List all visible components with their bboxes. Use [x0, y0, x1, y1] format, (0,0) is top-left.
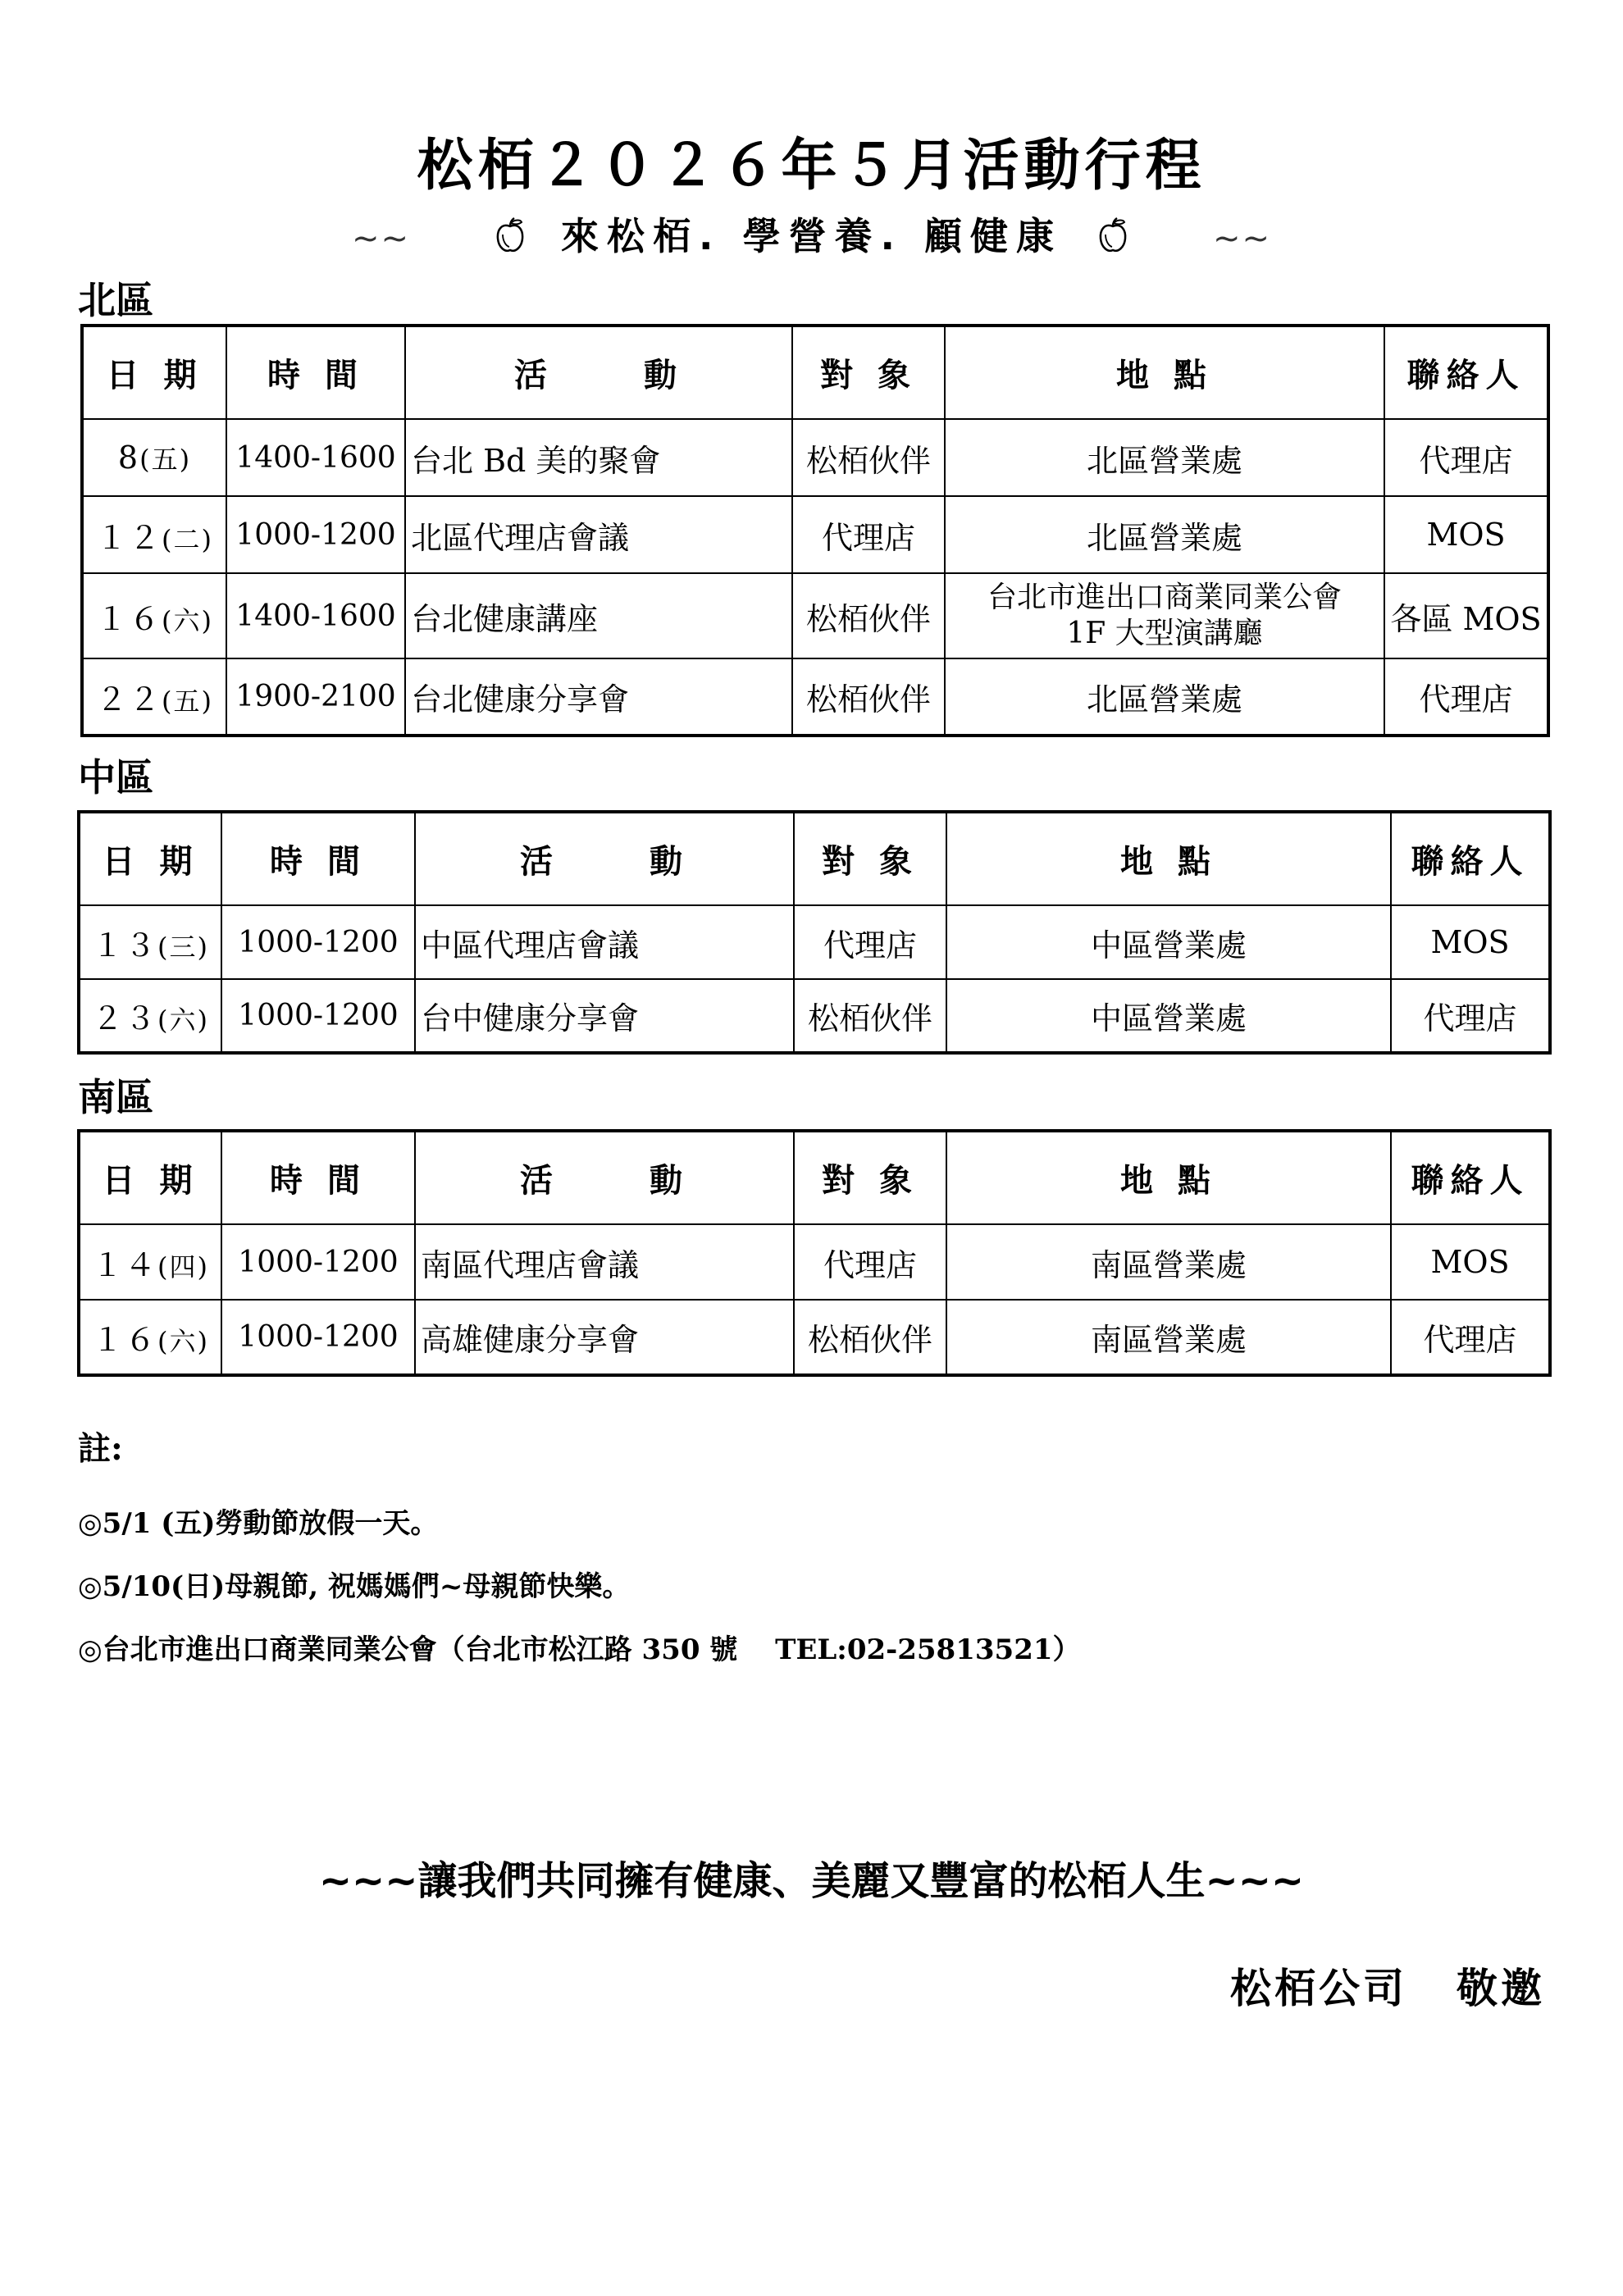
cell-contact: MOS: [1384, 496, 1548, 573]
table-row: [82, 496, 1548, 573]
header-date: 日 期: [79, 812, 221, 905]
header-location: 地 點: [946, 1131, 1391, 1224]
header-contact: 聯絡人: [1391, 812, 1550, 905]
cell-target: 松栢伙伴: [792, 573, 945, 658]
cell-location: 南區營業處: [946, 1300, 1391, 1375]
note-line: ◎5/1 (五)勞動節放假一天。: [78, 1507, 439, 1540]
cell-location: 北區營業處: [945, 419, 1384, 496]
notes-label: 註:: [78, 1429, 123, 1468]
header-target: 對 象: [794, 812, 946, 905]
cell-target: 代理店: [792, 496, 945, 573]
cell-activity: 台北健康講座: [405, 573, 792, 658]
table-row: [82, 419, 1548, 496]
header-activity: [415, 812, 794, 905]
cell-location: 中區營業處: [946, 905, 1391, 979]
cell-activity: 高雄健康分享會: [415, 1300, 794, 1375]
page-title: 松栢２０２６年５月活動行程: [417, 134, 1206, 198]
cell-time: 1000-1200: [221, 905, 415, 979]
header-activity-part2: 動: [644, 357, 683, 394]
signature-closing: 敬邀: [1457, 1965, 1545, 2012]
schedule-table-central: [77, 810, 1552, 1055]
cell-contact: 代理店: [1391, 1300, 1550, 1375]
header-activity-part1: 活: [520, 843, 559, 881]
header-activity-part1: 活: [514, 357, 554, 394]
region-heading-north: 北區: [78, 278, 153, 322]
schedule-table-south: [77, 1129, 1552, 1377]
note-line: ◎5/10(日)母親節, 祝媽媽們~母親節快樂。: [78, 1570, 631, 1603]
table-header-row: [79, 1131, 1550, 1224]
table-header-row: [82, 326, 1548, 419]
header-activity-part1: 活: [520, 1162, 559, 1200]
subtitle: [0, 207, 1623, 261]
cell-activity: 台北健康分享會: [405, 658, 792, 736]
header-activity: [415, 1131, 794, 1224]
cell-time: 1000-1200: [221, 1300, 415, 1375]
header-time: 時 間: [221, 812, 415, 905]
header-activity: [405, 326, 792, 419]
note-line: ◎台北市進出口商業同業公會（台北市松江路 350 號 TEL:02-25813521）: [78, 1633, 1081, 1666]
header-time: 時 間: [221, 1131, 415, 1224]
header-activity-part2: 動: [650, 843, 689, 881]
cell-target: 松栢伙伴: [792, 658, 945, 736]
table-row: [79, 905, 1550, 979]
schedule-table-north: [80, 324, 1550, 737]
subtitle-text: 來松栢. 學營養. 顧健康: [561, 214, 1062, 258]
table-row: [79, 1300, 1550, 1375]
table-header-row: [79, 812, 1550, 905]
cell-time: 1900-2100: [226, 658, 405, 736]
header-location: 地 點: [946, 812, 1391, 905]
header-date: 日 期: [82, 326, 226, 419]
cell-location: 北區營業處: [945, 658, 1384, 736]
cell-contact: MOS: [1391, 905, 1550, 979]
cell-date: １６(六): [79, 1300, 221, 1375]
cell-location: 中區營業處: [946, 979, 1391, 1053]
region-heading-south: 南區: [78, 1075, 153, 1119]
cell-date: 8(五): [82, 419, 226, 496]
subtitle-tilde-right: ~~: [1213, 220, 1272, 257]
cell-date: １２(二): [82, 496, 226, 573]
table-row: [79, 1224, 1550, 1300]
cell-target: 代理店: [794, 905, 946, 979]
cell-time: 1000-1200: [221, 979, 415, 1053]
cell-target: 代理店: [794, 1224, 946, 1300]
cell-date: １４(四): [79, 1224, 221, 1300]
cell-location-line1: 台北市進出口商業同業公會: [987, 581, 1342, 614]
header-location: 地 點: [945, 326, 1384, 419]
header-activity-part2: 動: [650, 1162, 689, 1200]
cell-contact: 代理店: [1384, 419, 1548, 496]
table-row: [82, 573, 1548, 658]
cell-target: 松栢伙伴: [794, 1300, 946, 1375]
cell-date: ２３(六): [79, 979, 221, 1053]
table-row: [82, 658, 1548, 736]
header-contact: 聯絡人: [1391, 1131, 1550, 1224]
cell-location: 北區營業處: [945, 496, 1384, 573]
header-date: 日 期: [79, 1131, 221, 1224]
header-target: 對 象: [794, 1131, 946, 1224]
cell-contact: MOS: [1391, 1224, 1550, 1300]
header-time: 時 間: [226, 326, 405, 419]
region-heading-central: 中區: [78, 755, 153, 800]
cell-contact: 代理店: [1391, 979, 1550, 1053]
cell-time: 1000-1200: [221, 1224, 415, 1300]
subtitle-tilde-left: ~~: [351, 220, 410, 257]
cell-activity: 北區代理店會議: [405, 496, 792, 573]
cell-contact: 代理店: [1384, 658, 1548, 736]
cell-time: 1000-1200: [226, 496, 405, 573]
cell-time: 1400-1600: [226, 419, 405, 496]
cell-location-line2: 1F 大型演講廳: [1066, 617, 1263, 650]
cell-date: ２２(五): [82, 658, 226, 736]
notes-section: [78, 1423, 1081, 1690]
cell-location: [945, 573, 1384, 658]
header-contact: 聯絡人: [1384, 326, 1548, 419]
cell-activity: 台北 Bd 美的聚會: [405, 419, 792, 496]
cell-date: １６(六): [82, 573, 226, 658]
apple-icon: [1098, 216, 1128, 254]
header-target: 對 象: [792, 326, 945, 419]
cell-target: 松栢伙伴: [794, 979, 946, 1053]
cell-time: 1400-1600: [226, 573, 405, 658]
signature: [1230, 1956, 1545, 2015]
cell-activity: 南區代理店會議: [415, 1224, 794, 1300]
apple-icon: [495, 216, 525, 254]
cell-activity: 中區代理店會議: [415, 905, 794, 979]
cell-target: 松栢伙伴: [792, 419, 945, 496]
cell-activity: 台中健康分享會: [415, 979, 794, 1053]
cell-location: 南區營業處: [946, 1224, 1391, 1300]
cell-date: １３(三): [79, 905, 221, 979]
slogan: ~~~讓我們共同擁有健康、美麗又豐富的松栢人生~~~: [318, 1858, 1305, 1904]
cell-contact: 各區 MOS: [1384, 573, 1548, 658]
table-row: [79, 979, 1550, 1053]
signature-company: 松栢公司: [1230, 1965, 1407, 2012]
